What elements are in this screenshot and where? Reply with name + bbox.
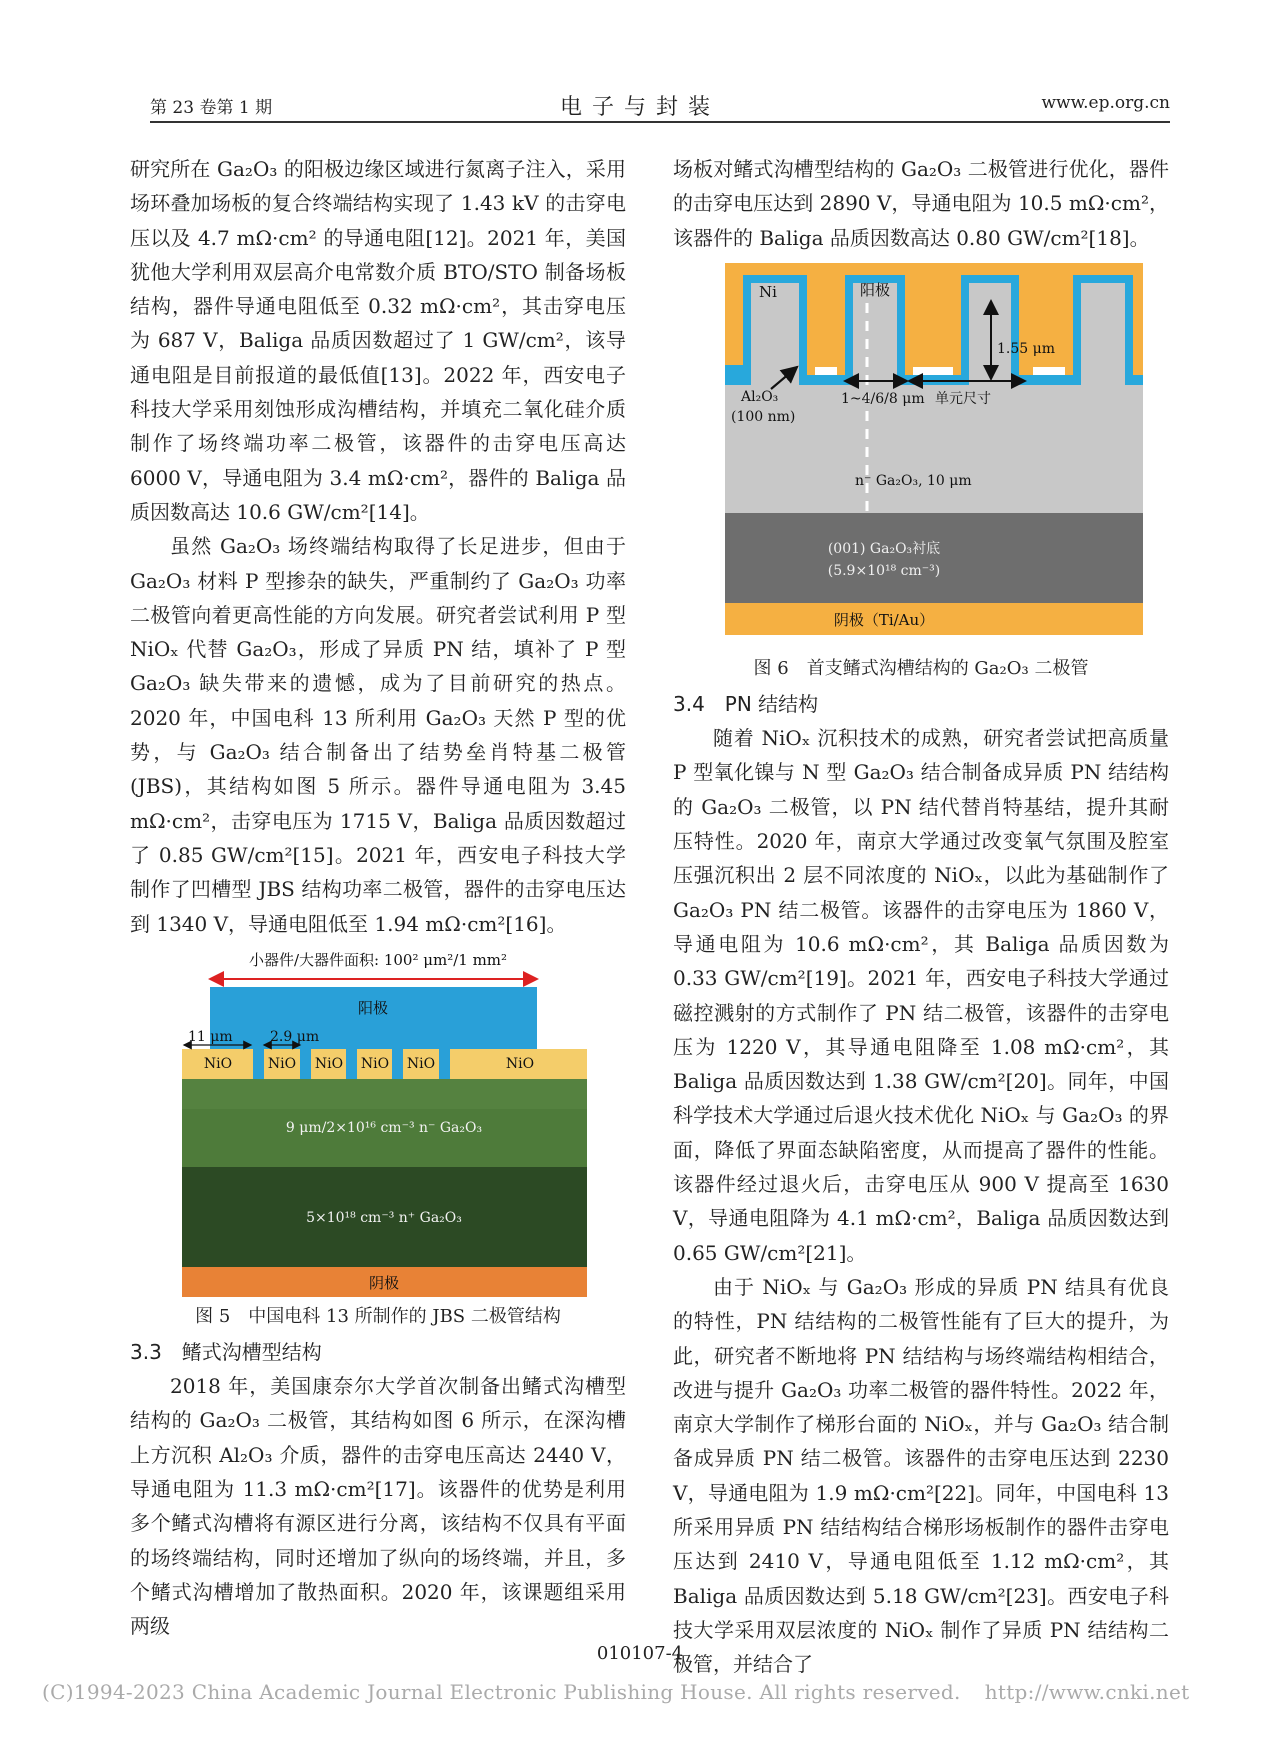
fig6-cathode-label: 阴极（Ti/Au） bbox=[833, 610, 935, 629]
right-paragraph-3: 由于 NiOₓ 与 Ga₂O₃ 形成的异质 PN 结具有优良的特性，PN 结结构的二极管性能有了巨大的提升，为此，研究者不断地将 PN 结结构与场终端结构相结合，改进与提升 Ga₂O₃ 功率二极管的器件特性。2022 年，南京大学制作了梯形台面的 NiOₓ，并与 Ga₂O₃ 结合制备成异质 PN 结二极管。该器件的击穿电压达到 2230 V，导通电阻为 1.9 mΩ·cm²[22]。同年，中国电科 13 所采用异质 PN 结结构结合梯形场板制作的器件击穿电压达到 2410 V，导通电阻低至 1.12 mΩ·cm²，其 Baliga 品质因数达到 5.18 GW/cm²[23]。西安电子科技大学采用双层浓度的 NiOₓ 制作了异质 PN 结结构二极管，并结合了 bbox=[673, 1274, 1169, 1677]
fig5-nio-label: NiO bbox=[203, 1055, 233, 1072]
fig5-anode-finger bbox=[253, 1049, 264, 1079]
fig5-nio-label: NiO bbox=[314, 1055, 344, 1072]
left-column bbox=[130, 152, 626, 1644]
fig6-substrate-layer bbox=[725, 513, 1143, 603]
fig5-nio-label: NiO bbox=[406, 1055, 436, 1072]
page-number: 010107-4 bbox=[596, 1643, 684, 1664]
fig6-dim-155: 1.55 μm bbox=[997, 340, 1055, 357]
figure-6-caption: 图 6 首支鳍式沟槽结构的 Ga₂O₃ 二极管 bbox=[753, 657, 1089, 679]
fig6-drift-label: n⁻ Ga₂O₃, 10 μm bbox=[855, 472, 972, 489]
fig6-anode-label: 阳极 bbox=[859, 280, 891, 299]
header-rule bbox=[150, 121, 1170, 123]
fig6-trench-metal bbox=[815, 285, 837, 367]
figure-5-diagram bbox=[130, 947, 626, 1299]
fig5-anode-finger bbox=[392, 1049, 403, 1079]
left-paragraph-1: 研究所在 Ga₂O₃ 的阳极边缘区域进行氮离子注入，采用场环叠加场板的复合终端结构实现了 1.43 kV 的击穿电压以及 4.7 mΩ·cm² 的导通电阻[12]。2021 年，美国犹他大学利用双层高介电常数介质 BTO/STO 制备场板结构，器件导通电阻低至 0.32 mΩ·cm²，其击穿电压为 687 V，Baliga 品质因数超过了 1 GW/cm²，该导通电阻是目前报道的最低值[13]。2022 年，西安电子科技大学采用刻蚀形成沟槽结构，并填充二氧化硅介质制作了场终端功率二极管，该器件的击穿电压高达 6000 V，导通电阻为 3.4 mΩ·cm²，器件的 Baliga 品质因数高达 10.6 GW/cm²[14]。 bbox=[130, 157, 626, 524]
right-paragraph-2: 随着 NiOₓ 沉积技术的成熟，研究者尝试把高质量 P 型氧化镍与 N 型 Ga₂O₃ 结合制备成异质 PN 结结构的 Ga₂O₃ 二极管，以 PN 结代替肖特基结，提升其耐压特性。2020 年，南京大学通过改变氧气氛围及腔室压强沉积出 2 层不同浓度的 NiOₓ，以此为基础制作了 Ga₂O₃ PN 结二极管。该器件的击穿电压为 1860 V，导通电阻为 10.6 mΩ·cm²，其 Baliga 品质因数为 0.33 GW/cm²[19]。2021 年，西安电子科技大学通过磁控溅射的方式制作了 PN 结二极管，该器件的击穿电压为 1220 V，其导通电阻降至 1.08 mΩ·cm²，其 Baliga 品质因数达到 1.38 GW/cm²[20]。同年，中国科学技术大学通过后退火技术优化 NiOₓ 与 Ga₂O₃ 的界面，降低了界面态缺陷密度，从而提高了器件的性能。该器件经过退火后，击穿电压从 900 V 提高至 1630 V，导通电阻降为 4.1 mΩ·cm²，Baliga 品质因数达到 0.65 GW/cm²[21]。 bbox=[673, 726, 1169, 1265]
fig6-ni-label: Ni bbox=[759, 282, 777, 301]
fig5-dim-29um: 2.9 μm bbox=[270, 1028, 320, 1045]
cnki-link[interactable]: http://www.cnki.net bbox=[984, 1680, 1190, 1704]
fig5-anode-layer bbox=[210, 987, 537, 1049]
fig6-fin bbox=[1081, 283, 1125, 387]
fig5-dim-11um: 11 μm bbox=[188, 1028, 233, 1045]
fig5-substrate-label: 5×10¹⁸ cm⁻³ n⁺ Ga₂O₃ bbox=[306, 1209, 462, 1226]
copyright-line bbox=[42, 1680, 1189, 1704]
figure-6 bbox=[673, 263, 1169, 683]
section-3-3-heading: 3.3 鳍式沟槽型结构 bbox=[130, 1339, 322, 1364]
fig5-anode-finger bbox=[300, 1049, 311, 1079]
fig5-drift-shade bbox=[182, 1079, 587, 1109]
left-paragraph-2: 虽然 Ga₂O₃ 场终端结构取得了长足进步，但由于 Ga₂O₃ 材料 P 型掺杂的缺失，严重制约了 Ga₂O₃ 功率二极管向着更高性能的方向发展。研究者尝试利用 P 型 NiOₓ 代替 Ga₂O₃，形成了异质 PN 结，填补了 P 型 Ga₂O₃ 缺失带来的遗憾，成为了目前研究的热点。2020 年，中国电科 13 所利用 Ga₂O₃ 天然 P 型的优势，与 Ga₂O₃ 结合制备出了结势垒肖特基二极管(JBS)，其结构如图 5 所示。器件导通电阻为 3.45 mΩ·cm²，击穿电压为 1715 V，Baliga 品质因数超过了 0.85 GW/cm²[15]。2021 年，西安电子科技大学制作了凹槽型 JBS 结构功率二极管，器件的击穿电压达到 1340 V，导通电阻低至 1.94 mΩ·cm²[16]。 bbox=[130, 534, 626, 936]
fig5-area-label: 小器件/大器件面积: 100² μm²/1 mm² bbox=[248, 950, 508, 969]
fig5-anode-label: 阳极 bbox=[357, 998, 389, 1017]
left-paragraph-3: 2018 年，美国康奈尔大学首次制备出鳍式沟槽型结构的 Ga₂O₃ 二极管，其结构如图 6 所示，在深沟槽上方沉积 Al₂O₃ 介质，器件的击穿电压高达 2440 V，导通电阻为 11.3 mΩ·cm²[17]。该器件的优势是利用多个鳍式沟槽将有源区进行分离，该结构不仅具有平面的场终端结构，同时还增加了纵向的场终端，并且，多个鳍式沟槽增加了散热面积。2020 年，该课题组采用两级 bbox=[130, 1374, 626, 1639]
fig6-drift-layer bbox=[725, 385, 1143, 513]
fig5-anode-finger bbox=[439, 1049, 450, 1079]
section-3-4-heading: 3.4 PN 结结构 bbox=[673, 691, 819, 716]
right-column bbox=[673, 152, 1169, 1682]
fig6-al2o3-thickness: (100 nm) bbox=[731, 408, 796, 425]
fig6-substrate-label: (001) Ga₂O₃衬底 bbox=[827, 540, 941, 557]
fig5-drift-label: 9 μm/2×10¹⁶ cm⁻³ n⁻ Ga₂O₃ bbox=[285, 1119, 483, 1136]
fig5-nio-label: NiO bbox=[505, 1055, 535, 1072]
right-paragraph-1: 场板对鳍式沟槽型结构的 Ga₂O₃ 二极管进行优化，器件的击穿电压达到 2890 V，导通电阻为 10.5 mΩ·cm²，该器件的 Baliga 品质因数高达 0.80 GW/cm²[18]。 bbox=[673, 157, 1169, 250]
header-url: www.ep.org.cn bbox=[1041, 93, 1170, 113]
figure-5-caption: 图 5 中国电科 13 所制作的 JBS 二极管结构 bbox=[195, 1305, 561, 1327]
fig5-nio-label: NiO bbox=[360, 1055, 390, 1072]
fig6-al2o3-label: Al₂O₃ bbox=[741, 388, 779, 405]
copyright-text: (C)1994-2023 China Academic Journal Electronic Publishing House. All rights reserved. bbox=[42, 1680, 961, 1704]
fig5-nio-label: NiO bbox=[267, 1055, 297, 1072]
figure-5 bbox=[130, 947, 626, 1331]
fig6-unit-size: 单元尺寸 bbox=[935, 390, 991, 407]
header-journal-title: 电子与封装 bbox=[559, 95, 720, 120]
fig6-substrate-doping: (5.9×10¹⁸ cm⁻³) bbox=[827, 562, 941, 579]
header-volume: 第 23 卷第 1 期 bbox=[150, 98, 273, 118]
fig6-trench-metal bbox=[913, 285, 953, 367]
fig5-cathode-label: 阴极 bbox=[368, 1273, 400, 1292]
fig5-anode-finger bbox=[346, 1049, 357, 1079]
figure-6-diagram bbox=[673, 263, 1169, 663]
fig6-dim-spacing: 1~4/6/8 μm bbox=[841, 390, 925, 407]
